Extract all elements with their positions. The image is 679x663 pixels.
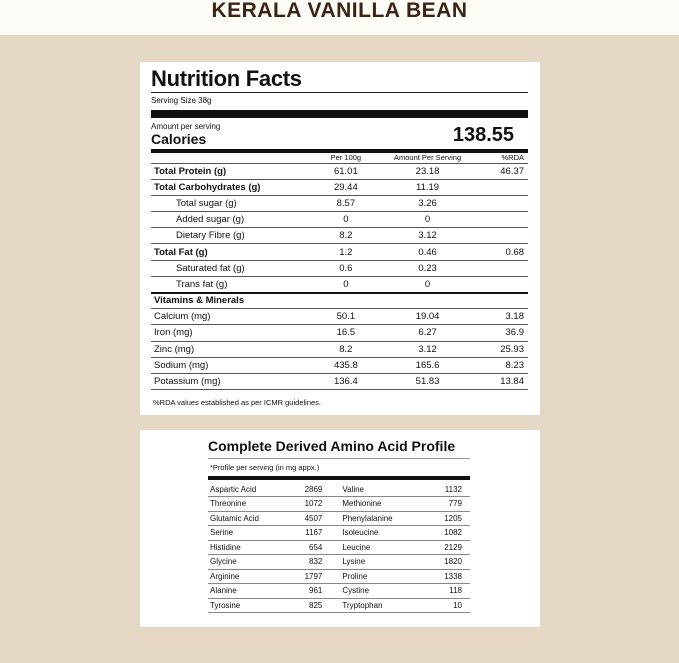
nutrient-value: 3.12 xyxy=(373,228,482,244)
amino-value: 1167 xyxy=(288,526,330,541)
amino-value: 654 xyxy=(288,540,330,555)
divider xyxy=(208,476,470,480)
amino-name: Serine xyxy=(208,526,288,541)
amino-value: 832 xyxy=(288,555,330,570)
nutrient-name: Total Carbohydrates (g) xyxy=(151,179,319,195)
nutrient-value: 3.12 xyxy=(373,341,482,357)
table-row xyxy=(151,228,528,244)
nutrient-name: Vitamins & Minerals xyxy=(151,293,319,309)
nutrient-value: 0 xyxy=(319,276,373,292)
amino-value: 1205 xyxy=(428,511,470,526)
table-row xyxy=(151,195,528,211)
nutrient-name: Saturated fat (g) xyxy=(151,260,319,276)
nutrient-value xyxy=(482,195,528,211)
nutrient-value xyxy=(373,293,482,309)
table-row xyxy=(151,309,528,325)
nutrient-value: 8.2 xyxy=(319,228,373,244)
nutrient-name: Total Protein (g) xyxy=(151,163,319,179)
amino-table xyxy=(208,482,470,613)
nutrient-name: Total Fat (g) xyxy=(151,244,319,260)
nutrient-value: 13.84 xyxy=(482,373,528,389)
nutrient-value xyxy=(482,260,528,276)
amino-name: Tyrosine xyxy=(208,598,288,613)
nutrient-name: Calcium (mg) xyxy=(151,309,319,325)
amino-value: 961 xyxy=(288,584,330,599)
table-row xyxy=(151,293,528,309)
nutrient-name: Iron (mg) xyxy=(151,325,319,341)
amino-value: 10 xyxy=(428,598,470,613)
amino-name: Aspartic Acid xyxy=(208,482,288,497)
amino-name: Tryptophan xyxy=(330,598,427,613)
table-row xyxy=(208,482,470,497)
amino-value: 1338 xyxy=(428,569,470,584)
nutrient-value: 29.44 xyxy=(319,179,373,195)
nutrient-value: 11.19 xyxy=(373,179,482,195)
nutrient-name: Potassium (mg) xyxy=(151,373,319,389)
nutrient-value: 51.83 xyxy=(373,373,482,389)
amino-acid-panel xyxy=(140,430,540,627)
nutrient-value: 8.2 xyxy=(319,341,373,357)
nutrient-value: 1.2 xyxy=(319,244,373,260)
amino-value: 2129 xyxy=(428,540,470,555)
amino-name: Proline xyxy=(330,569,427,584)
nutrient-name: Total sugar (g) xyxy=(151,195,319,211)
table-row xyxy=(208,598,470,613)
table-row xyxy=(208,569,470,584)
amino-name: Arginine xyxy=(208,569,288,584)
nutrient-name: Zinc (mg) xyxy=(151,341,319,357)
table-row xyxy=(151,357,528,373)
serving-size: Serving Size 38g xyxy=(151,92,528,107)
footnote: %RDA values established as per ICMR guidelines. xyxy=(153,398,321,408)
nutrient-value: 165.6 xyxy=(373,357,482,373)
nutrient-value xyxy=(319,293,373,309)
table-row xyxy=(151,260,528,276)
table-row xyxy=(151,163,528,179)
table-row xyxy=(208,555,470,570)
amino-value: 1072 xyxy=(288,497,330,512)
amino-name: Valine xyxy=(330,482,427,497)
nutrient-value: 36.9 xyxy=(482,325,528,341)
amino-name: Methionine xyxy=(330,497,427,512)
amino-value: 1132 xyxy=(428,482,470,497)
nutrient-value: 50.1 xyxy=(319,309,373,325)
nutrient-value xyxy=(482,212,528,228)
product-title: KERALA VANILLA BEAN xyxy=(211,0,468,22)
table-row xyxy=(151,212,528,228)
nutrient-value: 46.37 xyxy=(482,163,528,179)
nutrient-value: 25.93 xyxy=(482,341,528,357)
amino-name: Phenylalanine xyxy=(330,511,427,526)
nutrient-value: 0.46 xyxy=(373,244,482,260)
nutrient-value xyxy=(482,228,528,244)
amino-name: Isoleucine xyxy=(330,526,427,541)
nutrient-value xyxy=(482,179,528,195)
nutrient-value: 8.23 xyxy=(482,357,528,373)
column-header: Per 100g xyxy=(319,153,373,163)
nutrition-heading: Nutrition Facts xyxy=(151,66,302,91)
amount-per-serving-label: Amount per serving xyxy=(151,122,221,131)
nutrient-value: 61.01 xyxy=(319,163,373,179)
calories-row xyxy=(151,118,528,153)
nutrient-value: 0 xyxy=(319,212,373,228)
nutrition-table xyxy=(151,153,528,390)
amino-value: 1797 xyxy=(288,569,330,584)
amino-name: Leucine xyxy=(330,540,427,555)
table-row xyxy=(208,526,470,541)
table-row xyxy=(151,373,528,389)
table-row xyxy=(151,276,528,292)
table-row xyxy=(208,584,470,599)
nutrient-value xyxy=(482,276,528,292)
amino-name: Threonine xyxy=(208,497,288,512)
calories-label: Calories xyxy=(151,131,207,147)
calories-value: 138.55 xyxy=(452,124,514,146)
table-row xyxy=(208,540,470,555)
amino-value: 118 xyxy=(428,584,470,599)
column-header: Amount Per Serving xyxy=(373,153,482,163)
amino-value: 4507 xyxy=(288,511,330,526)
header-strip xyxy=(0,0,679,35)
amino-value: 779 xyxy=(428,497,470,512)
nutrient-value: 23.18 xyxy=(373,163,482,179)
table-row xyxy=(151,341,528,357)
amino-name: Glutamic Acid xyxy=(208,511,288,526)
nutrition-facts-panel xyxy=(140,62,540,415)
amino-value: 1820 xyxy=(428,555,470,570)
nutrient-name: Dietary Fibre (g) xyxy=(151,228,319,244)
amino-value: 2869 xyxy=(288,482,330,497)
nutrient-name: Trans fat (g) xyxy=(151,276,319,292)
nutrient-value: 0 xyxy=(373,212,482,228)
nutrient-value: 0.23 xyxy=(373,260,482,276)
divider xyxy=(151,110,528,118)
nutrient-value: 3.26 xyxy=(373,195,482,211)
nutrient-value: 0.68 xyxy=(482,244,528,260)
nutrient-value xyxy=(482,293,528,309)
table-header xyxy=(151,153,528,163)
nutrient-value: 0 xyxy=(373,276,482,292)
nutrient-value: 435.8 xyxy=(319,357,373,373)
nutrient-value: 3.18 xyxy=(482,309,528,325)
nutrient-value: 0.6 xyxy=(319,260,373,276)
amino-note: *Profile per serving (in mg appx.) xyxy=(210,463,320,472)
nutrient-value: 19.04 xyxy=(373,309,482,325)
amino-heading: Complete Derived Amino Acid Profile xyxy=(208,437,470,459)
amino-name: Alanine xyxy=(208,584,288,599)
table-row xyxy=(208,511,470,526)
amino-name: Lysine xyxy=(330,555,427,570)
nutrient-name: Sodium (mg) xyxy=(151,357,319,373)
amino-name: Cystine xyxy=(330,584,427,599)
table-row xyxy=(151,244,528,260)
table-row xyxy=(151,325,528,341)
nutrient-name: Added sugar (g) xyxy=(151,212,319,228)
nutrient-value: 6.27 xyxy=(373,325,482,341)
nutrient-value: 8.57 xyxy=(319,195,373,211)
column-header: %RDA xyxy=(482,153,528,163)
amino-name: Glycine xyxy=(208,555,288,570)
nutrient-value: 136.4 xyxy=(319,373,373,389)
nutrient-value: 16.5 xyxy=(319,325,373,341)
table-row xyxy=(208,497,470,512)
amino-value: 825 xyxy=(288,598,330,613)
column-header xyxy=(151,153,319,163)
amino-value: 1082 xyxy=(428,526,470,541)
table-row xyxy=(151,179,528,195)
amino-name: Histidine xyxy=(208,540,288,555)
